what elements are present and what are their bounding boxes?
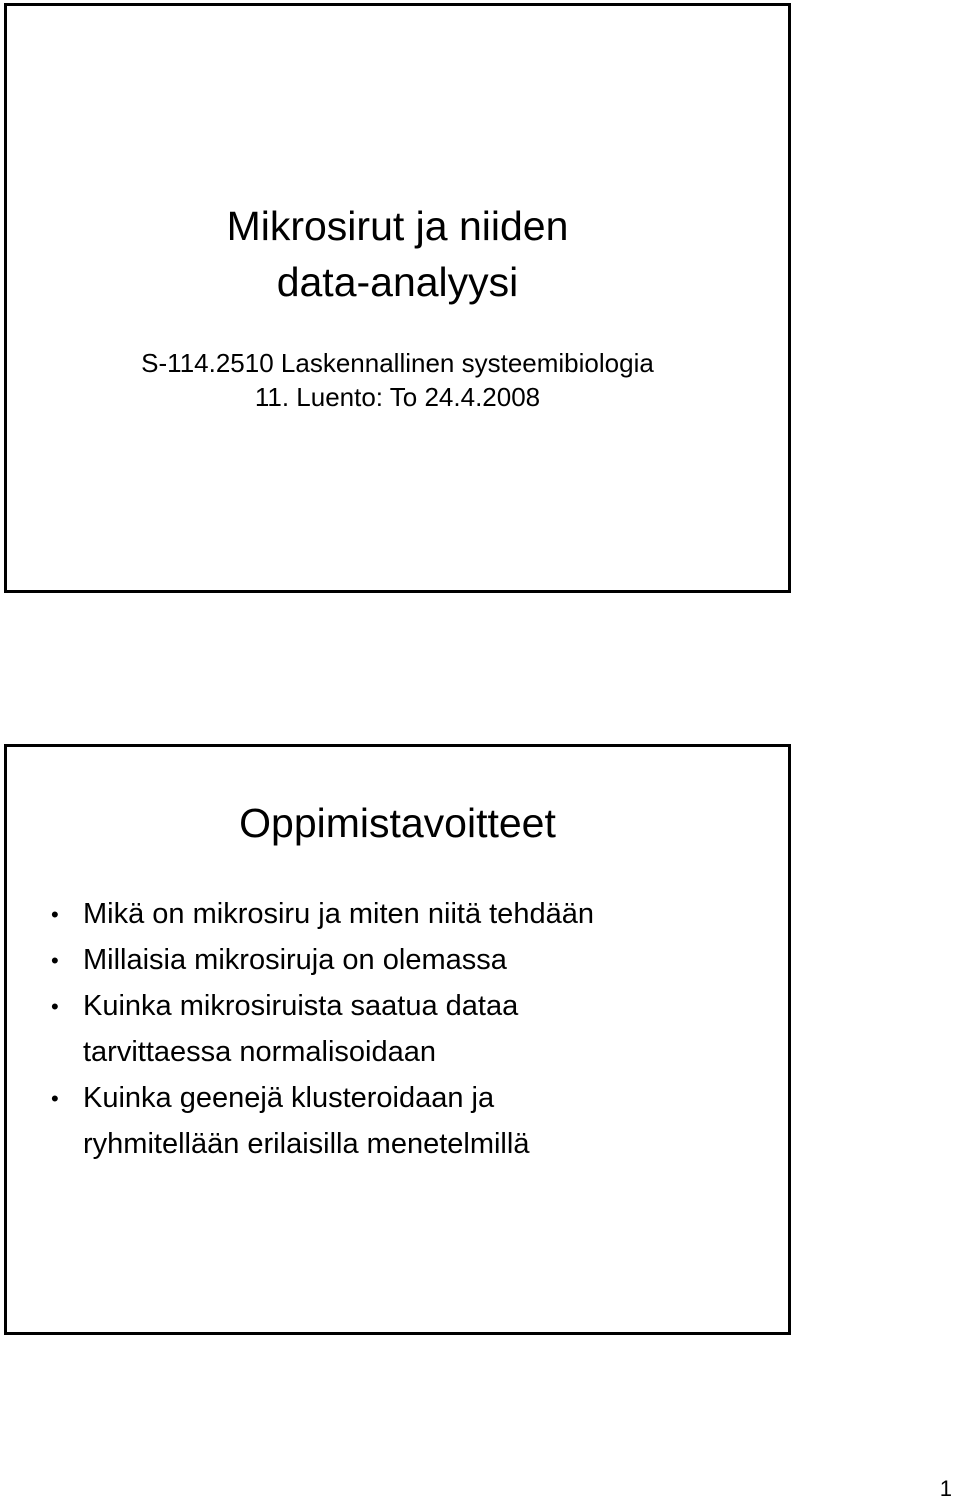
slide-1-subtitle	[7, 346, 788, 414]
bullet-icon: •	[51, 994, 59, 1019]
page-number: 1	[939, 1476, 952, 1501]
list-item-text: ryhmitellään erilaisilla menetelmillä	[83, 1128, 530, 1160]
course-name: S-114.2510 Laskennallinen systeemibiologia	[141, 348, 654, 378]
list-item	[51, 937, 768, 983]
list-item-text: Mikä on mikrosiru ja miten niitä tehdään	[83, 898, 594, 930]
learning-goals-list	[51, 891, 768, 1167]
slide-1-title-line-2: data-analyysi	[276, 259, 519, 305]
slide-1-title	[7, 198, 788, 310]
list-item-text: Millaisia mikrosiruja on olemassa	[83, 944, 507, 976]
bullet-icon: •	[51, 1086, 59, 1111]
bullet-icon: •	[51, 948, 59, 973]
bullet-icon: •	[51, 902, 59, 927]
lecture-date: 11. Luento: To 24.4.2008	[254, 382, 541, 412]
list-item	[51, 983, 768, 1075]
list-item	[51, 1075, 768, 1167]
slide-1-title-line-1: Mikrosirut ja niiden	[226, 203, 569, 249]
slide-2	[4, 744, 791, 1335]
slide-2-title: Oppimistavoitteet	[239, 800, 556, 846]
list-item-text: Kuinka mikrosiruista saatua dataa	[83, 990, 519, 1022]
slide-1	[4, 3, 791, 593]
list-item-text: Kuinka geenejä klusteroidaan ja	[83, 1082, 495, 1114]
list-item-text: tarvittaessa normalisoidaan	[83, 1036, 437, 1068]
list-item	[51, 891, 768, 937]
